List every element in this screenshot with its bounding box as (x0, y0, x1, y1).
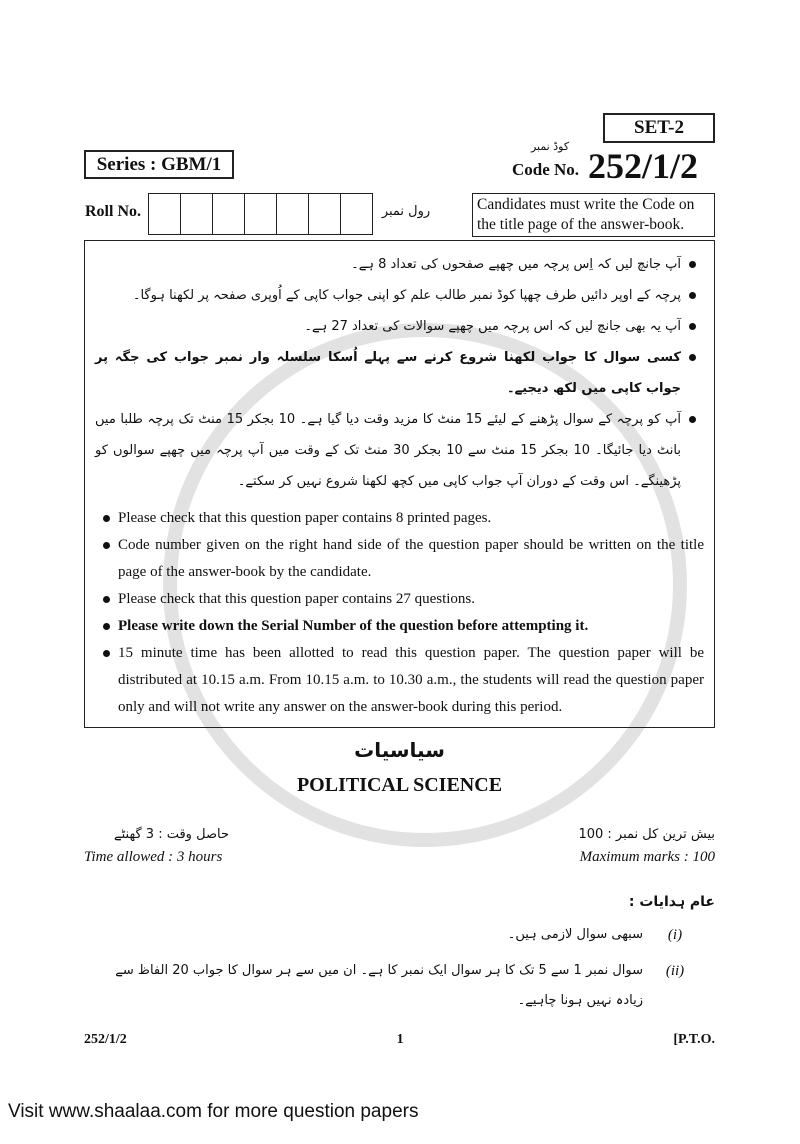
time-allowed-urdu: حاصل وقت : 3 گھنٹے (114, 827, 229, 842)
general-instruction-row (84, 920, 715, 950)
footer-code: 252/1/2 (84, 1032, 127, 1047)
roll-box (341, 194, 372, 234)
roll-box (245, 194, 277, 234)
time-marks-row (84, 824, 715, 868)
urdu-instruction: کسی سوال کا جواب لکھنا شروع کرنے سے پہلے اُسکا سلسلہ وار نمبر جواب کی جگہ پر جواب کاپی میں لکھ دیجیے۔ (95, 342, 704, 404)
instruction-number: (i) (667, 927, 683, 943)
max-marks-urdu: بیش ترین کل نمبر : 100 (578, 827, 715, 842)
bullet-icon (689, 292, 696, 299)
roll-box (277, 194, 309, 234)
max-marks: Maximum marks : 100 (579, 849, 715, 865)
pto-label: [P.T.O. (673, 1032, 715, 1047)
series-label: Series : GBM/1 (84, 150, 234, 179)
bullet-icon (103, 650, 110, 657)
general-instruction-row (84, 956, 715, 1016)
urdu-instruction: آپ یہ بھی جانچ لیں کہ اس پرچہ میں چھپے سوالات کی تعداد 27 ہے۔ (95, 311, 704, 342)
urdu-instruction: آپ جانچ لیں کہ اِس پرچہ میں چھپے صفحوں کی تعداد 8 ہے۔ (95, 249, 704, 280)
english-instruction: Please write down the Serial Number of the question before attempting it. (95, 613, 704, 640)
bullet-icon (689, 354, 696, 361)
bullet-icon (103, 623, 110, 630)
english-instruction: 15 minute time has been allotted to read this question paper. The question paper will be distributed at 10.15 a.m. From 10.15 a.m. to 10.30 a.m., the students will read the question paper only and will not write any answer on the answer-book during this period. (95, 640, 704, 721)
page-body (8, 240, 715, 1144)
bullet-icon (103, 515, 110, 522)
general-instructions-heading: عام ہدایات : (628, 894, 715, 910)
visit-link[interactable]: Visit www.shaalaa.com for more question papers (8, 1101, 419, 1122)
roll-box (309, 194, 341, 234)
general-instruction: سوال نمبر 1 سے 5 تک کا ہر سوال ایک نمبر کا ہے۔ ان میں سے ہر سوال کا جواب 20 الفاظ سے زیادہ نہیں ہونا چاہیے۔ (115, 963, 643, 1008)
set-label: SET-2 (603, 113, 715, 143)
roll-label: Roll No. (85, 203, 141, 220)
bullet-icon (689, 261, 696, 268)
page-footer (84, 1030, 715, 1050)
candidates-note: Candidates must write the Code on the title page of the answer-book. (472, 193, 715, 237)
roll-box (181, 194, 213, 234)
general-instruction: سبھی سوال لازمی ہیں۔ (507, 927, 643, 942)
bullet-icon (103, 542, 110, 549)
bullet-icon (103, 596, 110, 603)
subject-title-urdu: سیاسیات (354, 738, 445, 762)
page-number: 1 (396, 1032, 404, 1047)
english-instruction: Code number given on the right hand side of the question paper should be written on the title page of the answer-book by the candidate. (95, 532, 704, 586)
code-label: Code No. (512, 160, 580, 179)
subject-title: POLITICAL SCIENCE (296, 774, 503, 796)
urdu-instruction: پرچہ کے اوپر دائیں طرف چھپا کوڈ نمبر طالب علم کو اپنی جواب کاپی کے اُوپری صفحہ پر لکھنا ہوگا۔ (95, 280, 704, 311)
english-instruction: Please check that this question paper contains 8 printed pages. (95, 505, 704, 532)
roll-label-urdu: رول نمبر (381, 204, 431, 219)
bullet-icon (689, 416, 696, 423)
roll-box (149, 194, 181, 234)
instruction-number: (ii) (665, 963, 685, 979)
roll-number-boxes (148, 193, 373, 235)
instructions-box (84, 240, 715, 728)
time-allowed: Time allowed : 3 hours (84, 849, 223, 865)
code-number: 252/1/2 (588, 146, 699, 186)
code-label-urdu: کوڈ نمبر (530, 140, 570, 153)
english-instruction: Please check that this question paper contains 27 questions. (95, 586, 704, 613)
urdu-instruction: آپ کو پرچہ کے سوال پڑھنے کے لیئے 15 منٹ کا مزید وقت دیا گیا ہے۔ 10 بجکر 15 منٹ تک پرچہ طلبا میں بانٹ دیا جائیگا۔ 10 بجکر 15 منٹ سے 10 بجکر 30 منٹ تک کے وقت میں آپ پرچہ میں چھپے سوالوں کو پڑھینگے۔ اس وقت کے دوران آپ جواب کاپی میں کچھ لکھنا شروع نہیں کر سکتے۔ (95, 404, 704, 497)
roll-box (213, 194, 245, 234)
bullet-icon (689, 323, 696, 330)
